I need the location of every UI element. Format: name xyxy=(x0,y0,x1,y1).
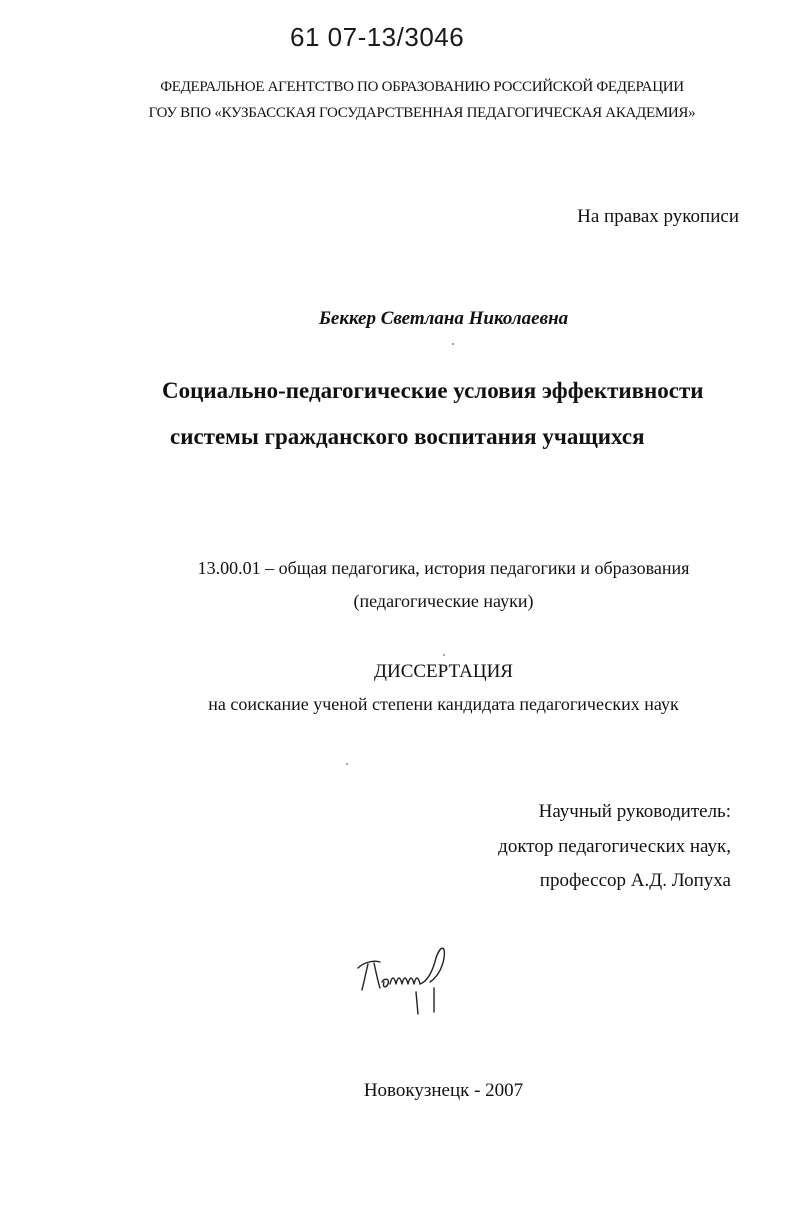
handwritten-signature xyxy=(350,938,460,1028)
organization-line-2: ГОУ ВПО «КУЗБАССКАЯ ГОСУДАРСТВЕННАЯ ПЕДАГОГИЧЕСКАЯ АКАДЕМИЯ» xyxy=(148,105,696,121)
scan-speck xyxy=(452,343,454,345)
specialty-line-1: 13.00.01 – общая педагогика, история педагогики и образования xyxy=(197,558,690,578)
supervisor-degree: доктор педагогических наук, xyxy=(498,836,731,857)
thesis-title-line-2: системы гражданского воспитания учащихся xyxy=(170,424,645,449)
author-name: Беккер Светлана Николаевна xyxy=(318,308,569,329)
rights-note: На правах рукописи xyxy=(577,206,739,227)
scan-speck xyxy=(443,654,445,656)
supervisor-label: Научный руководитель: xyxy=(538,801,731,822)
organization-line-1: ФЕДЕРАЛЬНОЕ АГЕНТСТВО ПО ОБРАЗОВАНИЮ РОССИЙСКОЙ ФЕДЕРАЦИИ xyxy=(160,79,684,95)
thesis-title-line-1: Социально-педагогические условия эффективности xyxy=(162,378,704,403)
archive-number-stamp: 61 07-13/3046 xyxy=(290,22,465,52)
supervisor-name: профессор А.Д. Лопуха xyxy=(539,870,731,891)
city-year: Новокузнецк - 2007 xyxy=(363,1080,524,1101)
scan-speck xyxy=(346,763,348,765)
degree-line: на соискание ученой степени кандидата педагогических наук xyxy=(208,694,679,714)
specialty-line-2: (педагогические науки) xyxy=(353,591,534,611)
document-type: ДИССЕРТАЦИЯ xyxy=(374,661,513,682)
